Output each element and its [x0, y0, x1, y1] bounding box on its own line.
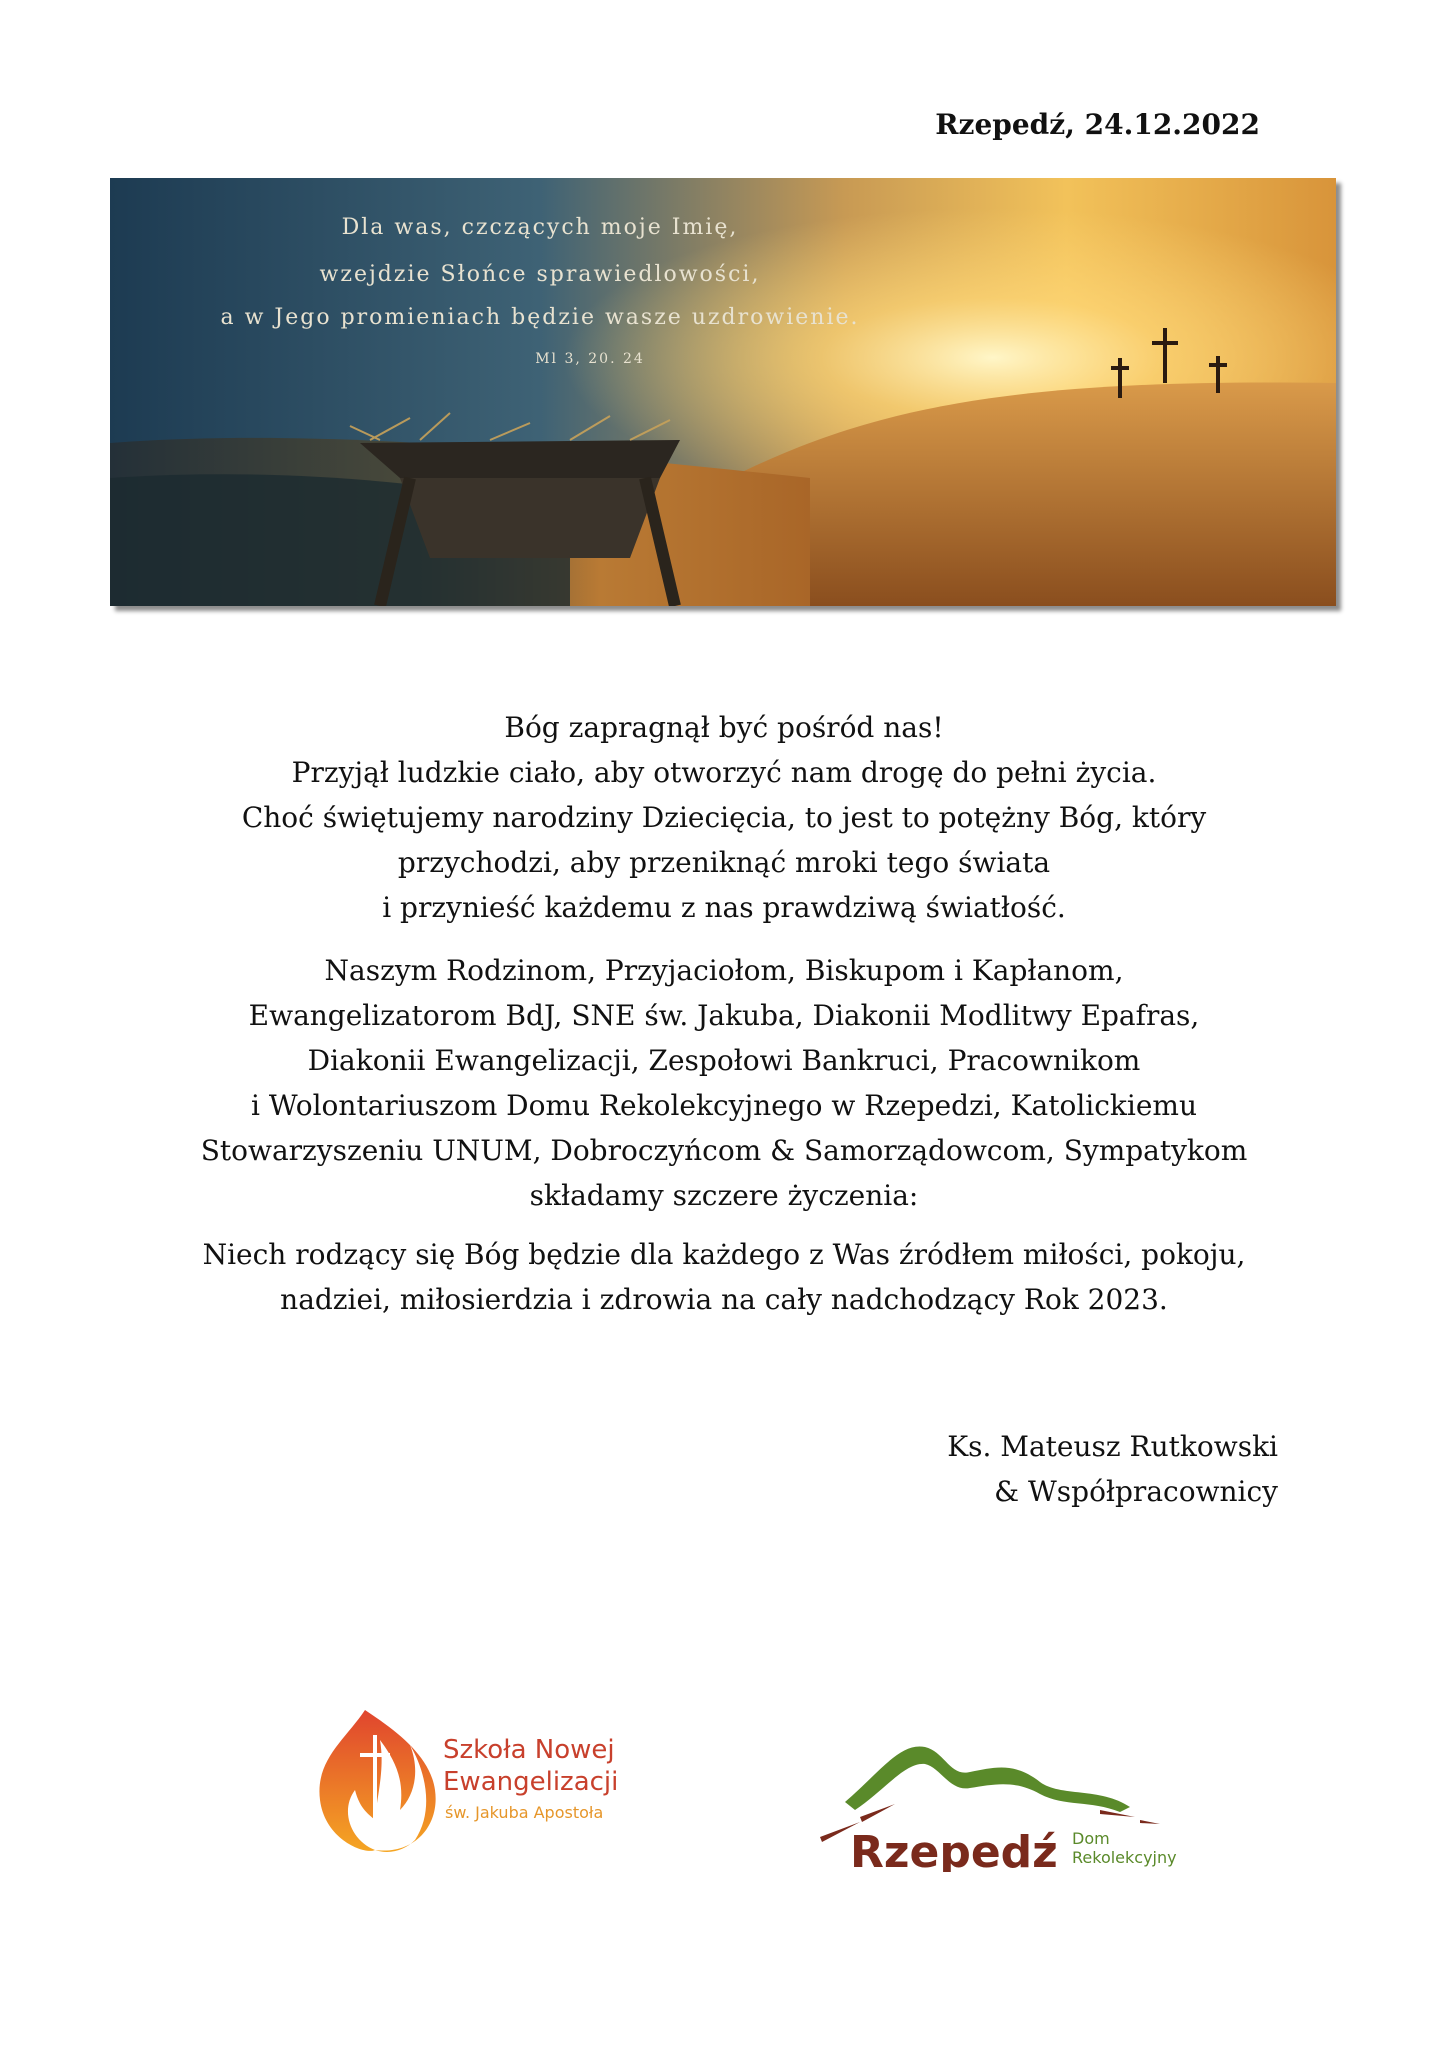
text-line: i Wolontariuszom Domu Rekolekcyjnego w Rzepedzi, Katolickiemu [251, 1089, 1197, 1122]
flame-icon [305, 1700, 645, 1860]
rzepedz-logo-name: Rzepedź [850, 1827, 1058, 1872]
banner-image [110, 178, 1336, 606]
text-line: Diakonii Ewangelizacji, Zespołowi Bankruci, Pracownikom [307, 1044, 1141, 1077]
rzepedz-logo [800, 1722, 1220, 1872]
sne-logo-line-3: św. Jakuba Apostoła [445, 1803, 604, 1822]
text-line: Choć świętujemy narodziny Dziecięcia, to jest to potężny Bóg, który [241, 801, 1207, 834]
rzepedz-logo-sub-1: Dom [1072, 1829, 1110, 1848]
text-line: Przyjął ludzkie ciało, aby otworzyć nam drogę do pełni życia. [291, 756, 1157, 789]
text-line: Niech rodzący się Bóg będzie dla każdego z Was źródłem miłości, pokoju, [202, 1238, 1246, 1271]
banner-reference: Ml 3, 20. 24 [535, 351, 645, 367]
text-line: i przynieść każdemu z nas prawdziwą światłość. [382, 891, 1066, 924]
letter-date: Rzepedź, 24.12.2022 [935, 108, 1260, 141]
text-line: nadziei, miłosierdzia i zdrowia na cały nadchodzący Rok 2023. [280, 1283, 1168, 1316]
wishes-paragraph [150, 1232, 1298, 1322]
text-line: Stowarzyszeniu UNUM, Dobroczyńcom & Samorządowcom, Sympatykom [200, 1134, 1248, 1167]
text-line: Bóg zapragnął być pośród nas! [504, 711, 944, 744]
text-line: Ewangelizatorom BdJ, SNE św. Jakuba, Diakonii Modlitwy Epafras, [248, 999, 1200, 1032]
banner-quote-line-3: a w Jego promieniach będzie wasze uzdrowienie. [220, 305, 860, 330]
banner-illustration [110, 178, 1336, 606]
signature [947, 1424, 1278, 1514]
text-line: Naszym Rodzinom, Przyjaciołom, Biskupom i Kapłanom, [324, 954, 1124, 987]
sne-logo-line-1: Szkoła Nowej [443, 1735, 615, 1765]
text-line: składamy szczere życzenia: [529, 1179, 919, 1212]
text-line: przychodzi, aby przeniknąć mroki tego świata [397, 846, 1051, 879]
mountain-icon [800, 1722, 1220, 1872]
addressees-paragraph [150, 948, 1298, 1218]
banner-quote-line-2: wzejdzie Słońce sprawiedlowości, [319, 262, 761, 287]
banner-quote-line-1: Dla was, czczących moje Imię, [341, 215, 739, 240]
signature-name: Ks. Mateusz Rutkowski [947, 1430, 1278, 1463]
greeting-paragraph [150, 705, 1298, 930]
sne-logo-line-2: Ewangelizacji [443, 1767, 619, 1797]
signature-coworkers: & Współpracownicy [994, 1475, 1278, 1508]
sne-logo [305, 1700, 645, 1860]
rzepedz-logo-sub-2: Rekolekcyjny [1072, 1848, 1177, 1867]
